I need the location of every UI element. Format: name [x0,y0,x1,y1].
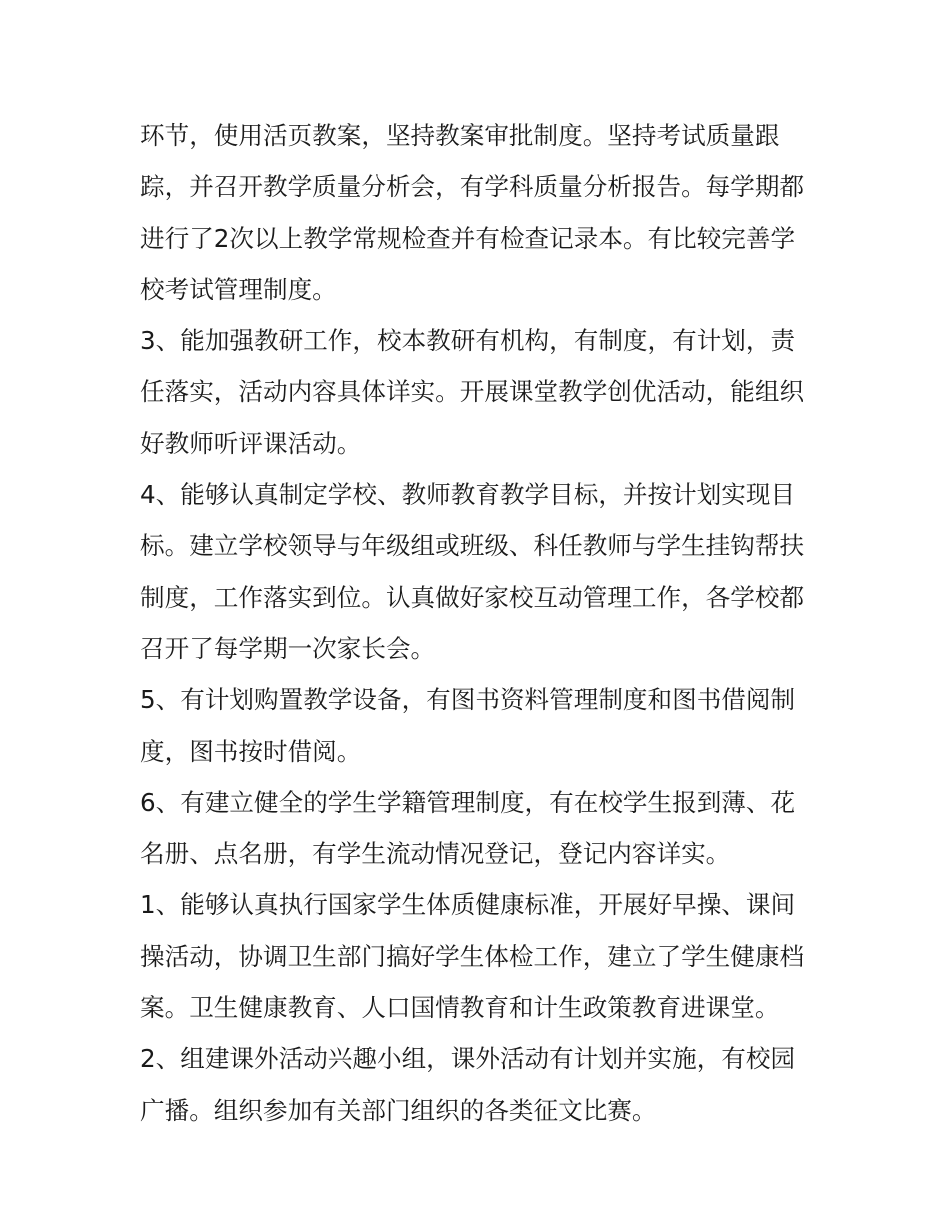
text-line: 召开了每学期一次家长会。 [140,633,436,663]
text-line: 案。卫生健康教育、人口国情教育和计生政策教育进课堂。 [140,993,780,1023]
text-line: 4、能够认真制定学校、教师教育教学目标，并按计划实现目 [140,480,796,510]
text-line: 制度，工作落实到位。认真做好家校互动管理工作，各学校都 [140,582,805,612]
text-line: 环节，使用活页教案，坚持教案审批制度。坚持考试质量跟 [140,121,780,150]
text-line: 6、有建立健全的学生学籍管理制度，有在校学生报到薄、花 [140,787,796,817]
text-line: 任落实，活动内容具体详实。开展课堂教学创优活动，能组织 [140,377,805,407]
text-line: 进行了2次以上教学常规检查并有检查记录本。有比较完善学 [140,223,796,253]
text-line: 度，图书按时借阅。 [140,736,362,766]
text-line: 操活动，协调卫生部门搞好学生体检工作，建立了学生健康档 [140,941,805,971]
text-line: 3、能加强教研工作，校本教研有机构，有制度，有计划，责 [140,326,796,356]
text-line: 好教师听评课活动。 [140,428,362,458]
text-line: 广播。组织参加有关部门组织的各类征文比赛。 [140,1095,657,1125]
text-line: 校考试管理制度。 [140,274,337,304]
text-line: 名册、点名册，有学生流动情况登记，登记内容详实。 [140,839,731,869]
text-line: 标。建立学校领导与年级组或班级、科任教师与学生挂钩帮扶 [140,531,805,561]
text-line: 2、组建课外活动兴趣小组，课外活动有计划并实施，有校园 [140,1044,796,1074]
document-body [140,110,840,1136]
text-line: 5、有计划购置教学设备，有图书资料管理制度和图书借阅制 [140,685,796,715]
text-line: 1、能够认真执行国家学生体质健康标准，开展好早操、课间 [140,890,796,920]
text-line: 踪，并召开教学质量分析会，有学科质量分析报告。每学期都 [140,172,805,202]
